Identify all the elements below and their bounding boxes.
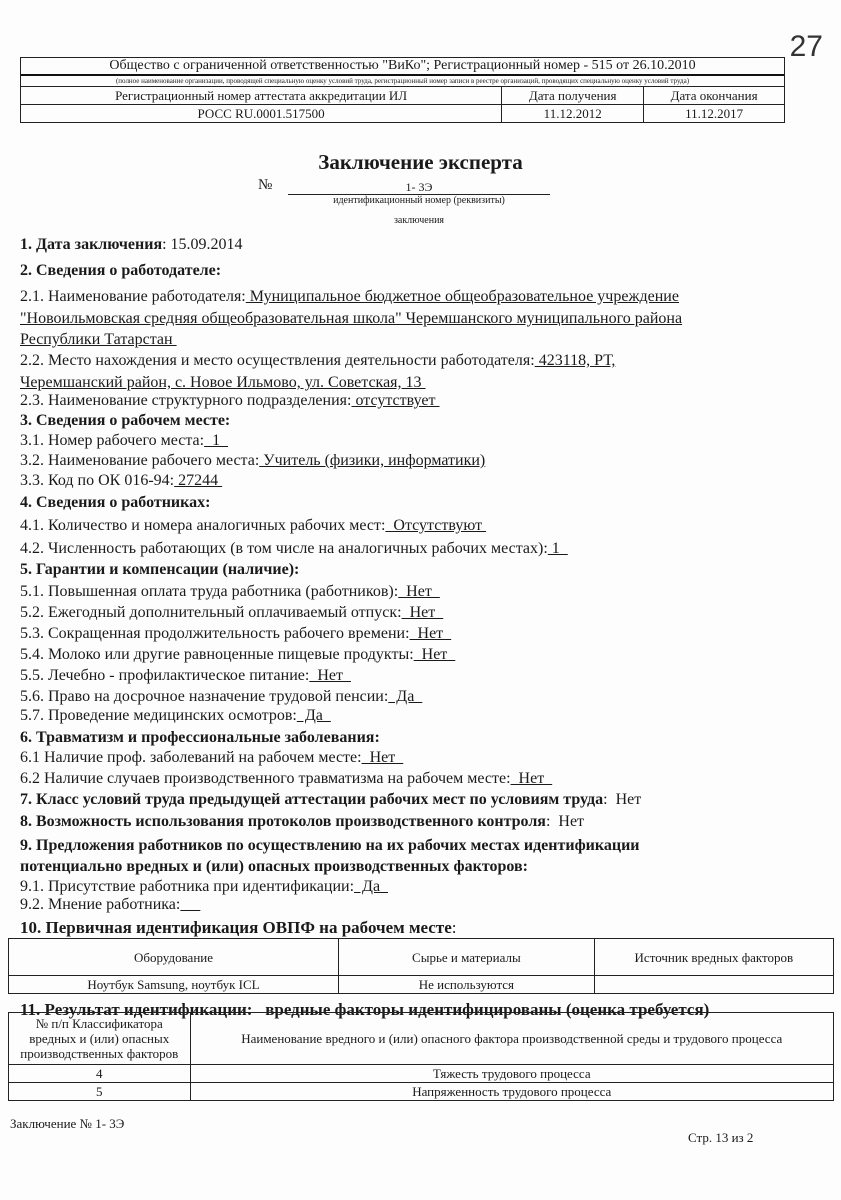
line-label: 2. Сведения о работодателе: <box>20 262 222 279</box>
line-label: 3. Сведения о рабочем месте: <box>20 412 231 429</box>
org-caption: (полное наименование организации, проводящей специальную оценку условий труда, регистрационный номер записи в реестре организаций, проводящих специальную оценку условий труда) <box>21 76 784 87</box>
document-title: Заключение эксперта <box>318 150 523 174</box>
line-value: Учитель (физики, информатики) <box>259 452 486 469</box>
number-caption-2: заключения <box>393 215 445 226</box>
line-label: 2.1. Наименование работодателя: <box>20 288 246 305</box>
line-value: : вредные факторы идентифицированы (оценка требуется) <box>246 1000 710 1019</box>
body-line <box>20 749 403 767</box>
body-line <box>20 472 222 490</box>
line-label: 5.1. Повышенная оплата труда работника (работников): <box>20 583 399 600</box>
line-label: 3.2. Наименование рабочего места: <box>20 452 260 469</box>
line-label: потенциально вредных и (или) опасных производственных факторов: <box>20 858 528 875</box>
body-line <box>20 770 552 788</box>
line-label: 11. Результат идентификации <box>20 1000 247 1019</box>
body-line <box>20 392 440 410</box>
line-value: 27244 <box>174 472 223 489</box>
body-line <box>20 310 682 328</box>
identification-table <box>8 938 834 994</box>
line-value: 1 <box>204 432 229 449</box>
body-line <box>20 646 455 664</box>
accr-value: РОСС RU.0001.517500 <box>21 105 502 123</box>
line-label: 9. Предложения работников по осуществлению на их рабочих местах идентификации <box>20 837 640 854</box>
body-line <box>20 858 528 876</box>
line-label: 6. Травматизм и профессиональные заболевания: <box>20 729 380 746</box>
body-line <box>20 729 380 747</box>
cell <box>594 976 833 994</box>
number-sign: № <box>258 177 273 193</box>
body-line <box>20 262 221 280</box>
body-line <box>20 583 440 601</box>
line-label: 6.2 Наличие случаев производственного травматизма на рабочем месте: <box>20 770 511 787</box>
line-label: 1. Дата заключения <box>20 236 163 253</box>
line-value: : 15.09.2014 <box>162 236 243 253</box>
line-value: : Нет <box>545 813 593 830</box>
body-line <box>20 236 243 254</box>
line-value: Да <box>354 878 389 895</box>
body-line <box>20 707 331 725</box>
line-label: 6.1 Наличие проф. заболеваний на рабочем месте: <box>20 749 362 766</box>
cell: 5 <box>9 1083 191 1101</box>
line-label: 5.7. Проведение медицинских осмотров: <box>20 707 297 724</box>
body-line <box>20 918 456 938</box>
org-header <box>20 57 785 123</box>
line-label: 5. Гарантии и компенсации (наличие): <box>20 561 300 578</box>
line-value: Отсутствуют <box>385 517 487 534</box>
col-header: Источник вредных факторов <box>594 939 833 976</box>
line-label: 4. Сведения о работниках: <box>20 494 211 511</box>
line-label: 5.4. Молоко или другие равноценные пищевые продукты: <box>20 646 414 663</box>
body-line <box>20 791 649 809</box>
body-line <box>20 604 443 622</box>
body-line <box>20 625 451 643</box>
line-value: Да <box>388 688 423 705</box>
line-value: 423118, РТ, <box>534 352 616 369</box>
result-table <box>8 1012 834 1101</box>
body-line <box>20 352 615 370</box>
body-line <box>20 517 486 535</box>
line-value: Нет <box>361 749 404 766</box>
body-line <box>20 878 388 896</box>
body-line <box>20 331 177 349</box>
line-label: 4.1. Количество и номера аналогичных рабочих мест: <box>20 517 386 534</box>
line-value: отсутствует <box>351 392 440 409</box>
line-value <box>180 896 200 913</box>
col-header: Оборудование <box>9 939 339 976</box>
body-line <box>20 494 210 512</box>
body-line <box>20 813 592 831</box>
line-label: 8. Возможность использования протоколов производственного контроля <box>20 813 546 830</box>
line-label: 7. Класс условий труда предыдущей аттестации рабочих мест по условиям труда <box>20 791 604 808</box>
line-value: Да <box>296 707 331 724</box>
line-label: 10. Первичная идентификация ОВПФ на рабочем месте <box>20 918 452 937</box>
line-label: 4.2. Численность работающих (в том числе на аналогичных рабочих местах): <box>20 540 548 557</box>
line-value: Муниципальное бюджетное общеобразовательное учреждение <box>245 288 679 305</box>
cell: 4 <box>9 1065 191 1083</box>
expiry-value: 11.12.2017 <box>644 105 784 123</box>
line-value: Нет <box>401 604 444 621</box>
line-label: 5.2. Ежегодный дополнительный оплачиваемый отпуск: <box>20 604 402 621</box>
line-label: 5.3. Сокращенная продолжительность рабочего времени: <box>20 625 410 642</box>
cell: Тяжесть трудового процесса <box>190 1065 834 1083</box>
line-label: 5.5. Лечебно - профилактическое питание: <box>20 667 310 684</box>
footer-left: Заключение № 1- 3Э <box>10 1116 125 1131</box>
line-label: 5.6. Право на досрочное назначение трудовой пенсии: <box>20 688 389 705</box>
line-label: 9.2. Мнение работника: <box>20 896 181 913</box>
line-label: 3.1. Номер рабочего места: <box>20 432 205 449</box>
col-header: Наименование вредного и (или) опасного фактора производственной среды и трудового процесса <box>190 1013 834 1065</box>
body-line <box>20 432 228 450</box>
line-value: Нет <box>413 646 456 663</box>
line-value: Нет <box>510 770 553 787</box>
number-caption: идентификационный номер (реквизиты) <box>333 195 505 206</box>
line-value: : Нет <box>603 791 650 808</box>
body-line <box>20 896 200 914</box>
line-value: Черемшанский район, с. Новое Ильмово, ул. Советская, 13 <box>20 374 426 391</box>
body-line <box>20 452 485 470</box>
body-line <box>20 688 422 706</box>
body-line <box>20 837 640 855</box>
accreditation-table <box>21 87 784 122</box>
body-line <box>20 288 679 306</box>
line-value: 1 <box>547 540 568 557</box>
line-value: Нет <box>309 667 351 684</box>
line-value: "Новоильмовская средняя общеобразовательная школа" Черемшанского муниципального района <box>20 310 683 327</box>
line-value: Республики Татарстан <box>20 331 177 348</box>
line-value: Нет <box>398 583 440 600</box>
col-header: Сырье и материалы <box>339 939 595 976</box>
received-value: 11.12.2012 <box>502 105 644 123</box>
footer-page: Стр. 13 из 2 <box>688 1130 754 1145</box>
accr-label: Регистрационный номер аттестата аккредитации ИЛ <box>21 87 502 105</box>
cell: Не используются <box>339 976 595 994</box>
body-line <box>20 667 351 685</box>
col-header: № п/п Классификатора вредных и (или) опасных производственных факторов <box>9 1013 191 1065</box>
expiry-label: Дата окончания <box>644 87 784 105</box>
line-label: 9.1. Присутствие работника при идентификации: <box>20 878 355 895</box>
line-value: : <box>451 918 457 937</box>
line-label: 2.3. Наименование структурного подразделения: <box>20 392 352 409</box>
body-line <box>20 412 230 430</box>
cell: Ноутбук Samsung, ноутбук ICL <box>9 976 339 994</box>
line-label: 2.2. Место нахождения и место осуществления деятельности работодателя: <box>20 352 535 369</box>
received-label: Дата получения <box>502 87 644 105</box>
handwritten-page-number: 27 <box>789 30 823 63</box>
conclusion-number: 1- 3Э <box>288 180 550 195</box>
body-line <box>20 540 568 558</box>
cell: Напряженность трудового процесса <box>190 1083 834 1101</box>
line-value: Нет <box>409 625 452 642</box>
body-line <box>20 374 426 392</box>
line-label: 3.3. Код по ОК 016-94: <box>20 472 175 489</box>
org-name: Общество с ограниченной ответственностью "ВиКо"; Регистрационный номер - 515 от 26.10.2010 <box>21 58 784 76</box>
body-line <box>20 561 299 579</box>
